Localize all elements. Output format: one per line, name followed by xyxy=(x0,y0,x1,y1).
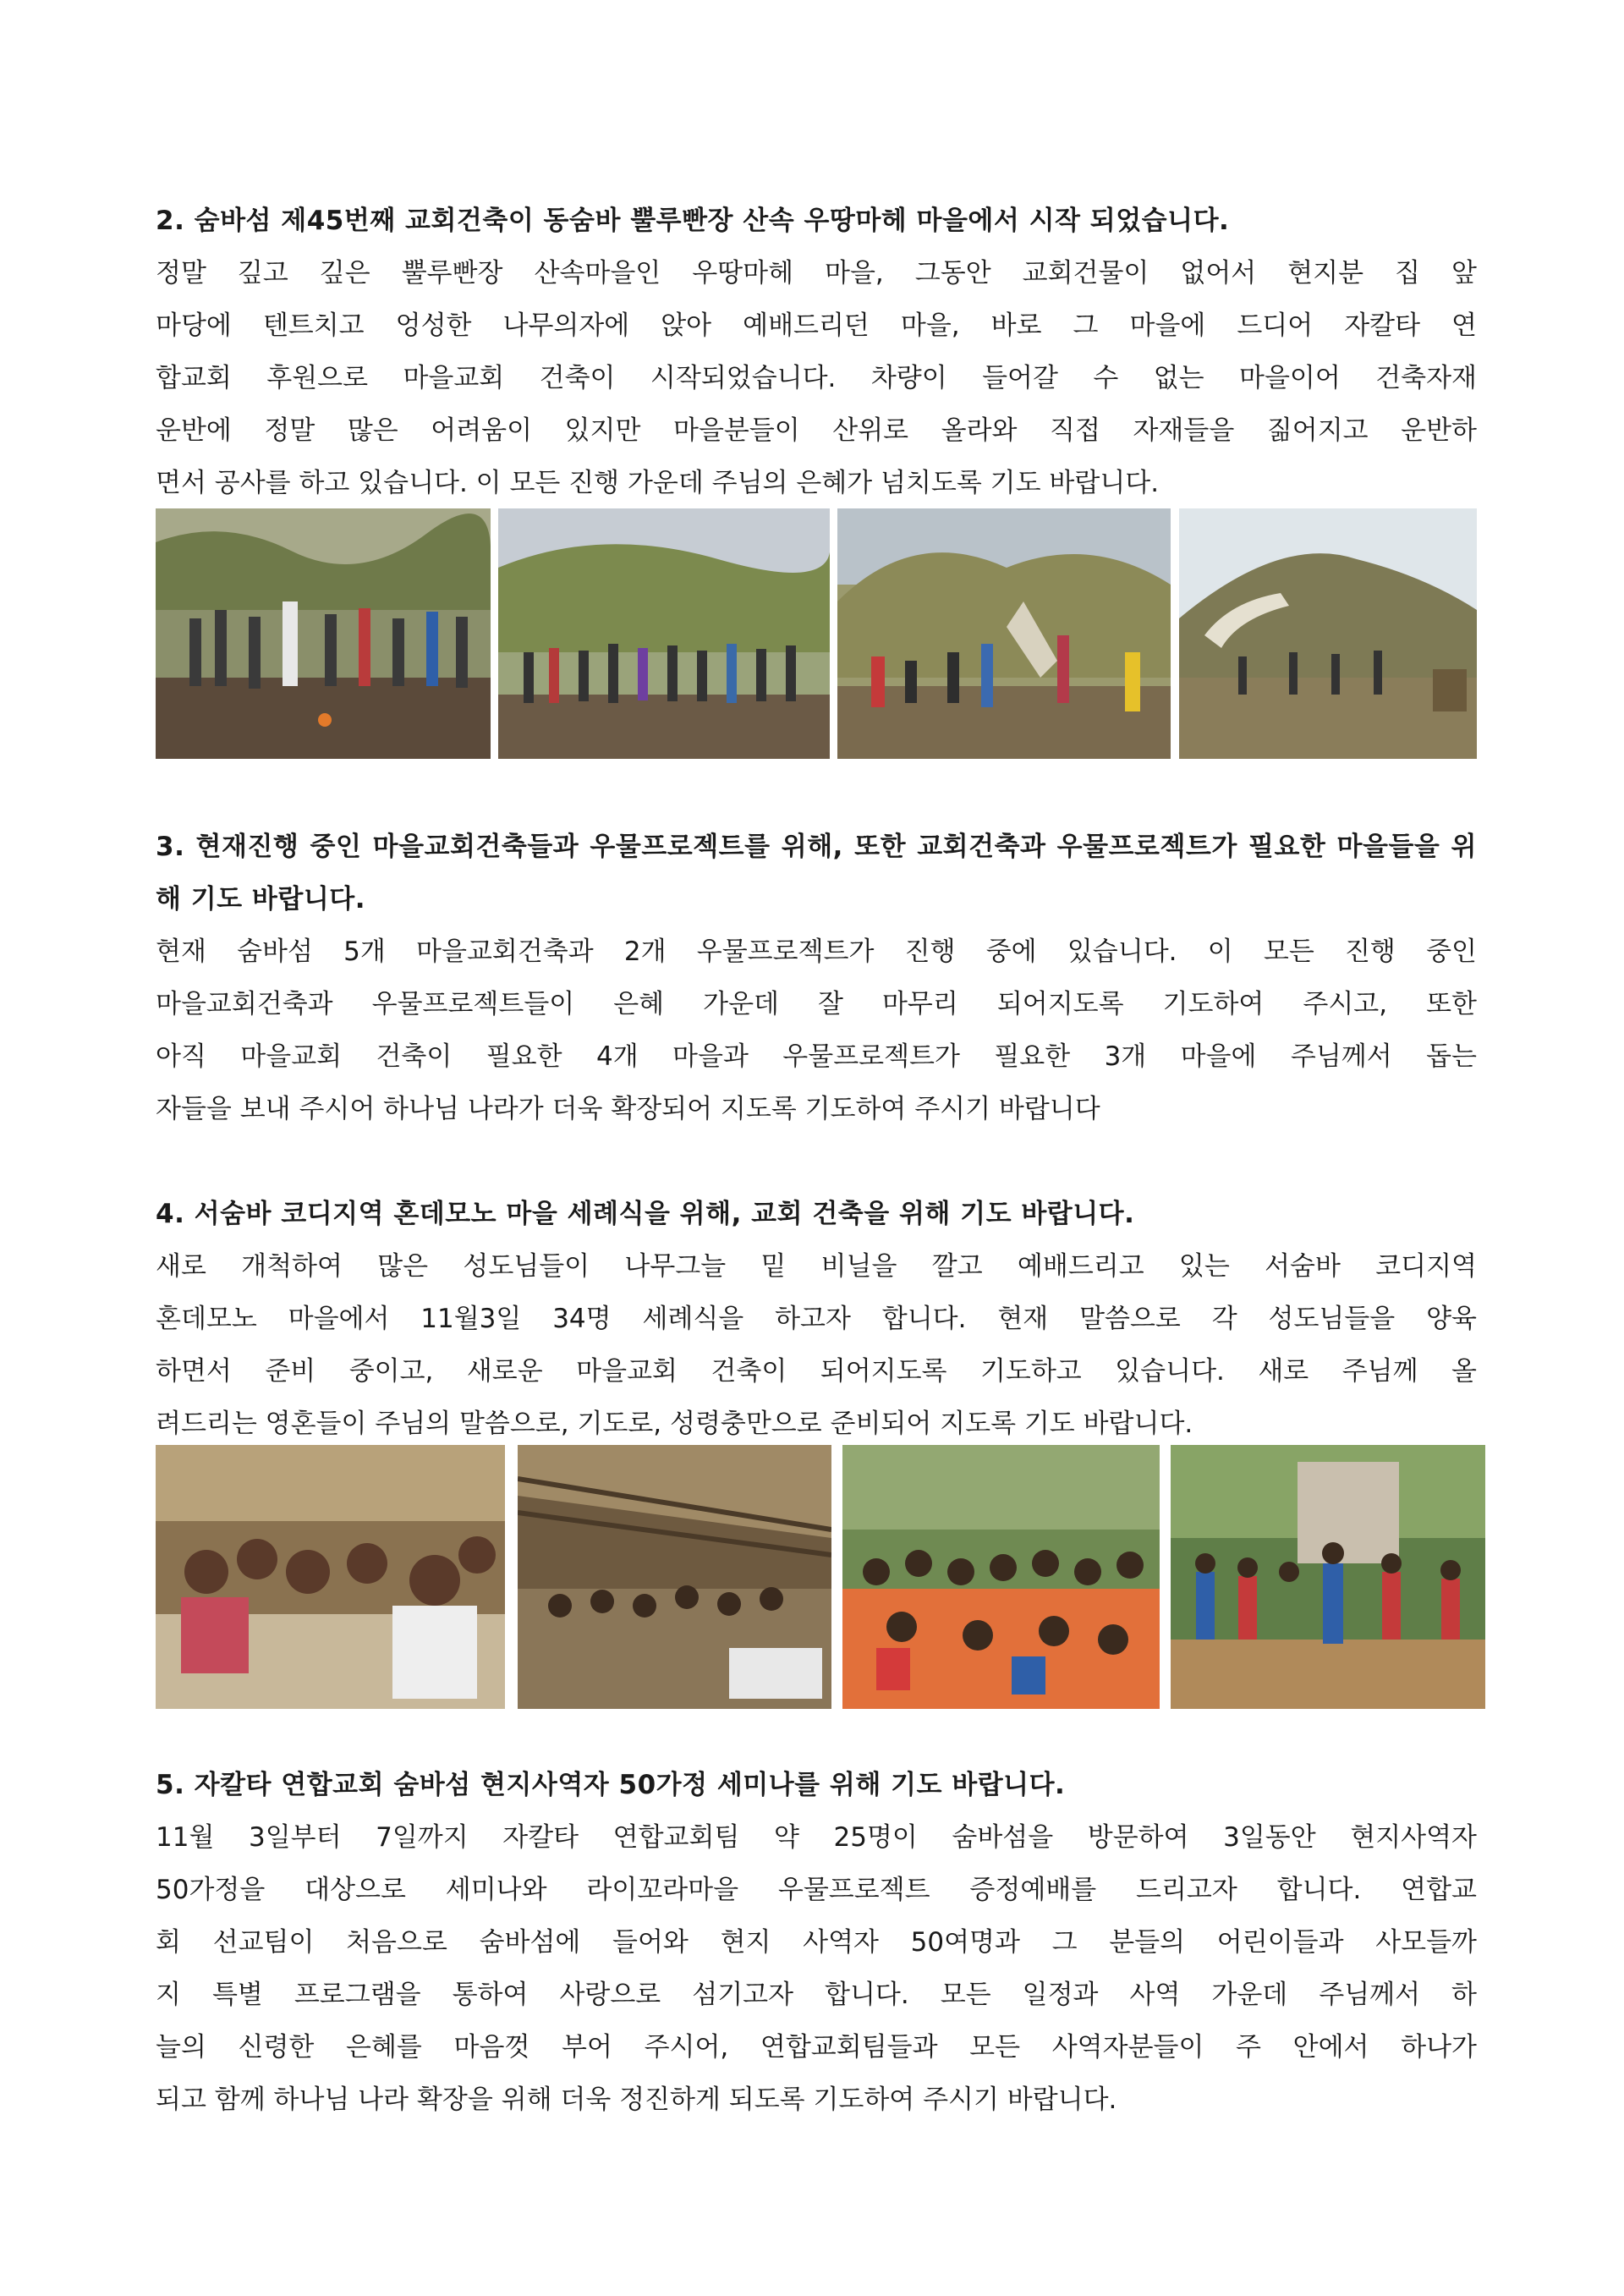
section-heading: 2. 숨바섬 제45번째 교회건축이 동숨바 뿔루빤장 산속 우땅마헤 마을에서 시작 되었습니다. xyxy=(156,206,1230,236)
digging-foundation-photo xyxy=(837,508,1171,759)
body-line: 11월 3일부터 7일까지 자칼타 연합교회팀 약 25명이 숨바섬을 방문하여 3일동안 현지사역자 xyxy=(156,1822,1477,1853)
body-line: 정말 깊고 깊은 뿔루빤장 산속마을인 우땅마헤 마을, 그동안 교회건물이 없어서 현지분 집 앞 xyxy=(156,258,1477,288)
congregation-under-roof-photo xyxy=(518,1445,831,1709)
body-line: 마당에 텐트치고 엉성한 나무의자에 앉아 예배드리던 마을, 바로 그 마을에 드디어 자칼타 연 xyxy=(156,310,1477,341)
body-line: 합교회 후원으로 마을교회 건축이 시작되었습니다. 차량이 들어갈 수 없는 마을이어 건축자재 xyxy=(156,363,1477,393)
body-line: 마을교회건축과 우물프로젝트들이 은혜 가운데 잘 마무리 되어지도록 기도하여 주시고, 또한 xyxy=(156,989,1477,1019)
body-line: 지 특별 프로그램을 통하여 사랑으로 섬기고자 합니다. 모든 일정과 사역 가운데 주님께서 하 xyxy=(156,1980,1477,2010)
village-photo-row xyxy=(156,1445,1485,1709)
body-line: 아직 마을교회 건축이 필요한 4개 마을과 우물프로젝트가 필요한 3개 마을에 주님께서 돕는 xyxy=(156,1041,1477,1072)
body-line: 운반에 정말 많은 어려움이 있지만 마을분들이 산위로 올라와 직접 자재들을 짊어지고 운반하 xyxy=(156,415,1477,446)
cleared-hilltop-site-photo xyxy=(1179,508,1477,759)
section-heading: 5. 자칼타 연합교회 숨바섬 현지사역자 50가정 세미나를 위해 기도 바랍니다. xyxy=(156,1770,1066,1800)
body-line: 현재 숨바섬 5개 마을교회건축과 2개 우물프로젝트가 진행 중에 있습니다. 이 모든 진행 중인 xyxy=(156,937,1477,967)
body-line: 면서 공사를 하고 있습니다. 이 모든 진행 가운데 주님의 은혜가 넘치도록 기도 바랍니다. xyxy=(156,468,1160,498)
section-3 xyxy=(156,821,1477,1135)
body-line: 늘의 신령한 은혜를 마음껏 부어 주시어, 연합교회팀들과 모든 사역자분들이 주 안에서 하나가 xyxy=(156,2032,1477,2063)
body-line: 하면서 준비 중이고, 새로운 마을교회 건축이 되어지도록 기도하고 있습니다. 새로 주님께 올 xyxy=(156,1356,1477,1387)
section-body xyxy=(156,1811,1477,2126)
congregation-closeup-photo xyxy=(156,1445,505,1709)
section-5 xyxy=(156,1759,1477,2126)
section-body xyxy=(156,247,1477,509)
section-heading: 4. 서숨바 코디지역 혼데모노 마을 세례식을 위해, 교회 건축을 위해 기도 바랍니다. xyxy=(156,1199,1135,1229)
hillside-gathering-photo xyxy=(156,508,491,759)
section-body xyxy=(156,926,1477,1135)
group-around-foundation-photo xyxy=(498,508,830,759)
section-4 xyxy=(156,1188,1477,1450)
section-2 xyxy=(156,195,1477,509)
children-seated-on-tarp-photo xyxy=(842,1445,1160,1709)
body-line: 려드리는 영혼들이 주님의 말씀으로, 기도로, 성령충만으로 준비되어 지도록 기도 바랍니다. xyxy=(156,1409,1193,1439)
crowd-standing-outdoors-photo xyxy=(1171,1445,1485,1709)
section-body xyxy=(156,1240,1477,1450)
construction-photo-row xyxy=(156,508,1477,759)
body-line: 혼데모노 마을에서 11월3일 34명 세례식을 하고자 합니다. 현재 말씀으로 각 성도님들을 양육 xyxy=(156,1304,1477,1334)
body-line: 새로 개척하여 많은 성도님들이 나무그늘 밑 비닐을 깔고 예배드리고 있는 서숨바 코디지역 xyxy=(156,1251,1477,1282)
body-line: 자들을 보내 주시어 하나님 나라가 더욱 확장되어 지도록 기도하여 주시기 바랍니다 xyxy=(156,1094,1100,1124)
body-line: 50가정을 대상으로 세미나와 라이꼬라마을 우물프로젝트 증정예배를 드리고자 합니다. 연합교 xyxy=(156,1875,1477,1905)
body-line: 되고 함께 하나님 나라 확장을 위해 더욱 정진하게 되도록 기도하여 주시기 바랍니다. xyxy=(156,2085,1117,2115)
body-line: 회 선교팀이 처음으로 숨바섬에 들어와 현지 사역자 50여명과 그 분들의 어린이들과 사모들까 xyxy=(156,1927,1477,1958)
section-heading: 3. 현재진행 중인 마을교회건축들과 우물프로젝트를 위해, 또한 교회건축과 우물프로젝트가 필요한 마을들을 위해 기도 바랍니다. xyxy=(156,832,1477,915)
